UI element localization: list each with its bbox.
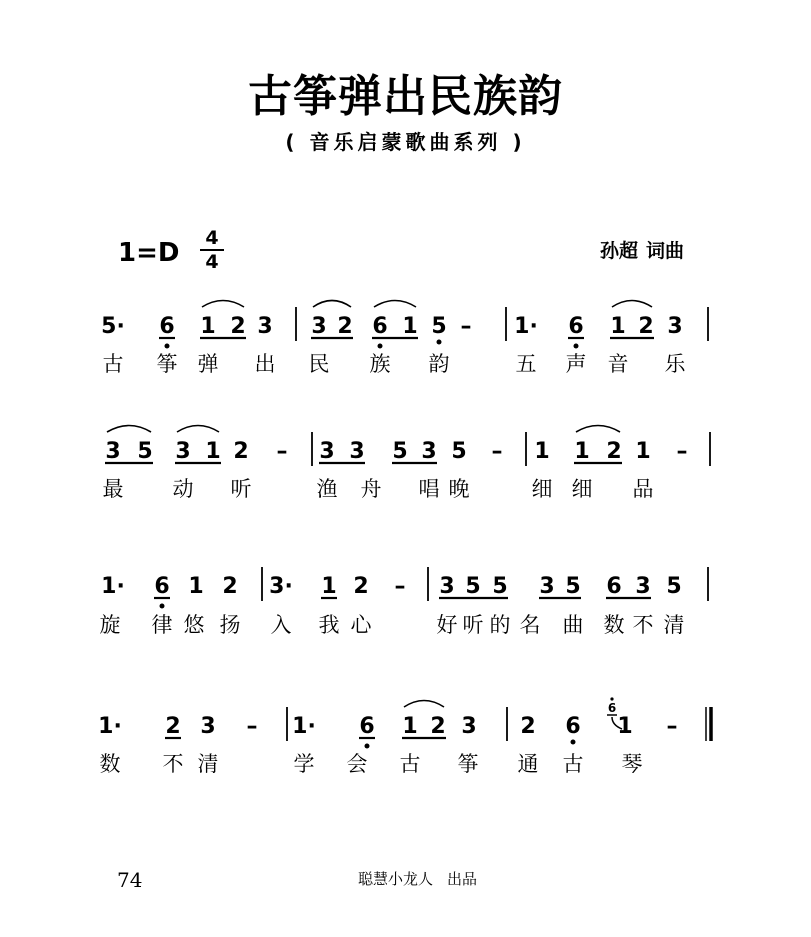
jianpu-note: 1· <box>101 574 125 599</box>
lyric-char: 学 <box>293 752 315 776</box>
lyric-char: 民 <box>308 352 330 376</box>
jianpu-note: 1· <box>292 714 316 739</box>
jianpu-note: 1 <box>574 439 590 464</box>
jianpu-note: 5 <box>392 439 408 464</box>
jianpu-note: – <box>491 439 503 464</box>
jianpu-note: 3 <box>421 439 437 464</box>
jianpu-note: 3 <box>319 439 335 464</box>
lyric-char: 古 <box>399 752 421 776</box>
slur <box>404 701 444 708</box>
jianpu-note: 5 <box>137 439 153 464</box>
jianpu-note: 3· <box>269 574 293 599</box>
lyric-char: 族 <box>369 352 391 376</box>
octave-dot <box>571 740 576 745</box>
composer-name: 孙超 <box>600 240 639 262</box>
page-number: 74 <box>117 868 143 892</box>
jianpu-note: 3 <box>311 314 327 339</box>
octave-dot <box>160 604 165 609</box>
lyric-char: 我 <box>318 613 340 637</box>
song-subtitle: ( 音乐启蒙歌曲系列 ) <box>285 130 526 154</box>
lyric-char: 唱 <box>418 477 440 501</box>
lyric-char: 悠 <box>183 613 205 637</box>
jianpu-note: – <box>666 714 678 739</box>
grace-note: 6 <box>607 701 617 715</box>
jianpu-note: 6 <box>372 314 388 339</box>
lyric-char: 旋 <box>99 613 121 637</box>
jianpu-note: 3 <box>349 439 365 464</box>
jianpu-note: 1 <box>205 439 221 464</box>
jianpu-note: – <box>246 714 258 739</box>
jianpu-note: 3 <box>667 314 683 339</box>
lyric-char: 古 <box>102 352 124 376</box>
jianpu-note: 5· <box>101 314 125 339</box>
lyric-char: 音 <box>607 352 629 376</box>
jianpu-note: 1 <box>635 439 651 464</box>
jianpu-note: 1 <box>534 439 550 464</box>
lyric-char: 清 <box>197 752 219 776</box>
lyric-char: 晚 <box>448 477 470 501</box>
jianpu-note: 2 <box>430 714 446 739</box>
jianpu-note: 2 <box>233 439 249 464</box>
jianpu-note: – <box>460 314 472 339</box>
jianpu-note: 2 <box>337 314 353 339</box>
jianpu-note: 3 <box>539 574 555 599</box>
jianpu-note: 2 <box>353 574 369 599</box>
jianpu-note: 3 <box>257 314 273 339</box>
jianpu-note: 1 <box>617 714 633 739</box>
jianpu-note: 6 <box>565 714 581 739</box>
jianpu-note: 3 <box>461 714 477 739</box>
lyric-char: 通 <box>517 752 539 776</box>
jianpu-note: 2 <box>165 714 181 739</box>
lyric-char: 不 <box>632 613 654 637</box>
slur <box>576 426 620 433</box>
jianpu-note: 5 <box>492 574 508 599</box>
lyric-char: 曲 <box>562 613 584 637</box>
jianpu-note: 5 <box>666 574 682 599</box>
slur <box>107 426 151 433</box>
lyric-char: 出 <box>254 352 276 376</box>
lyric-char: 好 <box>436 613 458 637</box>
jianpu-note: 1 <box>200 314 216 339</box>
jianpu-note: 6 <box>159 314 175 339</box>
lyric-char: 听 <box>462 613 484 637</box>
lyric-char: 心 <box>350 613 372 637</box>
octave-dot <box>165 344 170 349</box>
jianpu-note: 2 <box>606 439 622 464</box>
lyric-char: 的 <box>489 613 511 637</box>
lyric-char: 声 <box>565 352 587 376</box>
lyric-char: 古 <box>562 752 584 776</box>
slur <box>313 301 351 308</box>
jianpu-note: 6 <box>606 574 622 599</box>
jianpu-note: 1 <box>188 574 204 599</box>
lyric-char: 听 <box>230 477 252 501</box>
lyric-char: 韵 <box>428 352 450 376</box>
octave-dot <box>365 744 370 749</box>
lyric-char: 品 <box>632 477 654 501</box>
lyric-char: 琴 <box>621 752 643 776</box>
lyric-char: 清 <box>663 613 685 637</box>
jianpu-note: 2 <box>222 574 238 599</box>
jianpu-note: – <box>276 439 288 464</box>
slur <box>202 301 244 308</box>
jianpu-note: 3 <box>105 439 121 464</box>
lyric-char: 入 <box>270 613 292 637</box>
lyric-char: 五 <box>515 352 537 376</box>
lyric-char: 最 <box>102 477 124 501</box>
jianpu-note: 3 <box>439 574 455 599</box>
publisher-name: 聪慧小龙人 <box>358 870 434 888</box>
lyric-char: 律 <box>151 613 173 637</box>
jianpu-note: 1 <box>402 714 418 739</box>
publisher-credit <box>358 868 477 889</box>
jianpu-note: 3 <box>175 439 191 464</box>
octave-dot <box>610 697 613 700</box>
published-label: 出品 <box>447 870 478 888</box>
jianpu-note: 1 <box>610 314 626 339</box>
key-signature: 1=D <box>118 238 180 268</box>
jianpu-note: 3 <box>635 574 651 599</box>
jianpu-note: 5 <box>565 574 581 599</box>
jianpu-note: 5 <box>465 574 481 599</box>
lyric-char: 筝 <box>457 752 479 776</box>
slur <box>374 301 416 308</box>
lyric-char: 弹 <box>197 352 219 376</box>
lyric-char: 细 <box>531 477 553 501</box>
jianpu-note: 2 <box>638 314 654 339</box>
composer-role: 词曲 <box>646 240 685 262</box>
jianpu-note: 2 <box>520 714 536 739</box>
jianpu-note: 5 <box>431 314 447 339</box>
slur <box>612 301 652 308</box>
jianpu-note: 1· <box>514 314 538 339</box>
jianpu-note: 1· <box>98 714 122 739</box>
lyric-char: 不 <box>162 752 184 776</box>
lyric-char: 会 <box>346 752 368 776</box>
time-signature-top: 4 <box>205 227 219 249</box>
jianpu-note: – <box>394 574 406 599</box>
jianpu-note: 6 <box>568 314 584 339</box>
jianpu-note: 1 <box>321 574 337 599</box>
octave-dot <box>378 344 383 349</box>
jianpu-note: 3 <box>200 714 216 739</box>
slur <box>177 426 219 433</box>
lyric-char: 动 <box>172 477 194 501</box>
lyric-char: 细 <box>571 477 593 501</box>
jianpu-note: 6 <box>359 714 375 739</box>
octave-dot <box>574 344 579 349</box>
lyric-char: 筝 <box>156 352 178 376</box>
octave-dot <box>437 340 442 345</box>
lyric-char: 数 <box>99 752 121 776</box>
jianpu-note: – <box>676 439 688 464</box>
jianpu-note: 1 <box>402 314 418 339</box>
song-title: 古筝弹出民族韵 <box>248 71 563 122</box>
time-signature-bottom: 4 <box>205 251 219 273</box>
lyric-char: 数 <box>603 613 625 637</box>
jianpu-note: 5 <box>451 439 467 464</box>
lyric-char: 乐 <box>664 352 686 376</box>
lyric-char: 舟 <box>360 477 382 501</box>
jianpu-note: 6 <box>154 574 170 599</box>
lyric-char: 扬 <box>219 613 241 637</box>
lyric-char: 名 <box>519 613 541 637</box>
jianpu-note: 2 <box>230 314 246 339</box>
lyric-char: 渔 <box>316 477 338 501</box>
